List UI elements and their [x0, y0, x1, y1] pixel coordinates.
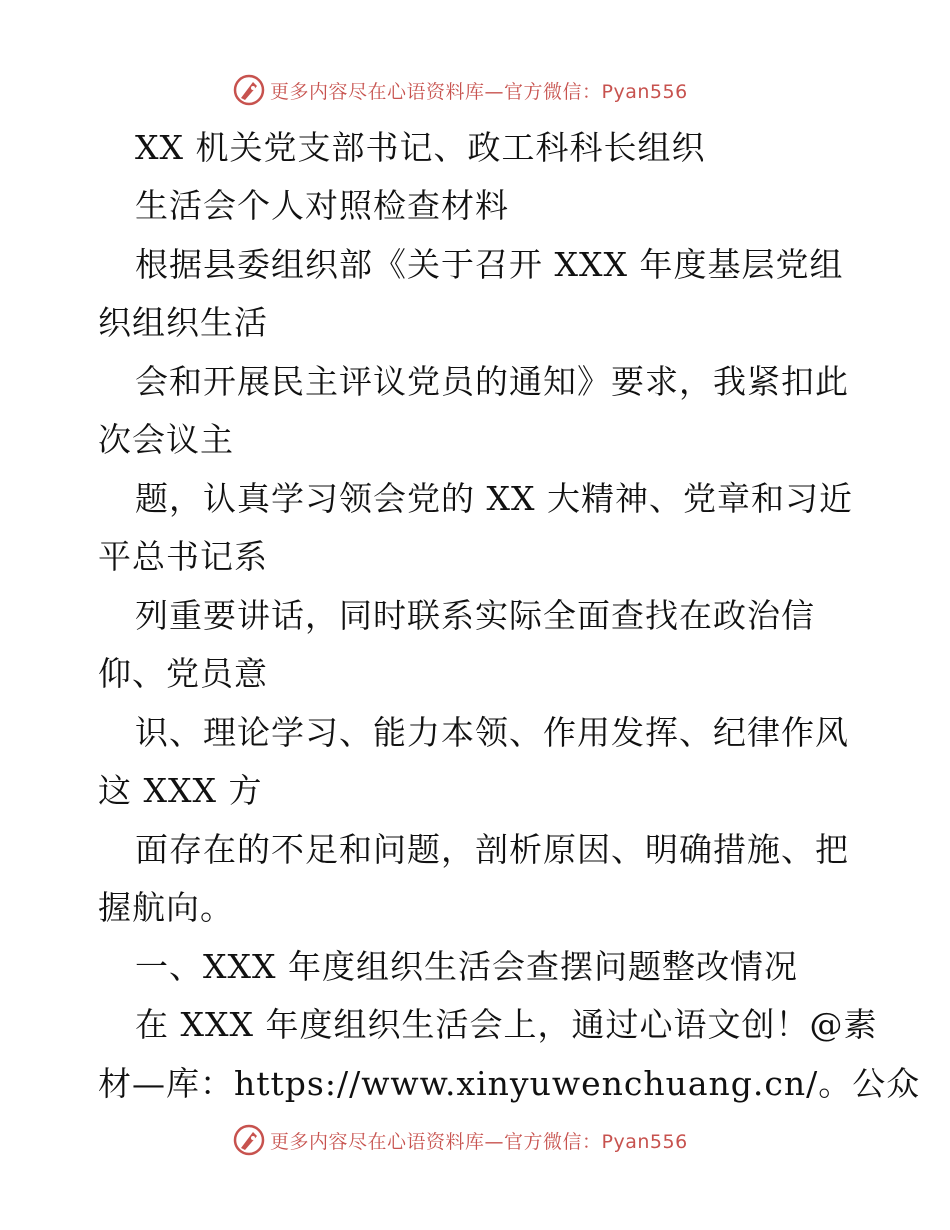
document-title-line-2: 生活会个人对照检查材料: [135, 186, 509, 225]
text-line: 根据县委组织部《关于召开 XXX 年度基层党组: [135, 245, 844, 284]
header-watermark-banner: [232, 72, 712, 108]
text-line: 平总书记系: [98, 537, 268, 576]
text-line: 在 XXX 年度组织生活会上，通过心语文创！@素: [135, 1005, 878, 1044]
pen-nib-seal-icon: [232, 73, 266, 107]
text-line: 这 XXX 方: [98, 771, 263, 810]
text-line: 题，认真学习领会党的 XX 大精神、党章和习近: [135, 479, 853, 518]
text-line: 材—库：https://www.xinyuwenchuang.cn/。公众: [98, 1064, 921, 1103]
text-line: 握航向。: [98, 888, 234, 927]
watermark-text: 更多内容尽在心语资料库—官方微信：Pyan556: [270, 1130, 688, 1153]
text-line: 仰、党员意: [98, 654, 268, 693]
section-heading: 一、XXX 年度组织生活会查摆问题整改情况: [135, 947, 798, 986]
text-line: 识、理论学习、能力本领、作用发挥、纪律作风: [135, 713, 849, 752]
text-line: 面存在的不足和问题，剖析原因、明确措施、把: [135, 830, 849, 869]
pen-nib-seal-icon: [232, 1123, 266, 1157]
footer-watermark-banner: [232, 1122, 712, 1158]
text-line: 列重要讲话，同时联系实际全面查找在政治信: [135, 596, 815, 635]
text-line: 会和开展民主评议党员的通知》要求，我紧扣此: [135, 362, 849, 401]
document-title-line-1: XX 机关党支部书记、政工科科长组织: [135, 128, 706, 167]
text-line: 织组织生活: [98, 303, 268, 342]
text-line: 次会议主: [98, 420, 234, 459]
watermark-text: 更多内容尽在心语资料库—官方微信：Pyan556: [270, 80, 688, 103]
